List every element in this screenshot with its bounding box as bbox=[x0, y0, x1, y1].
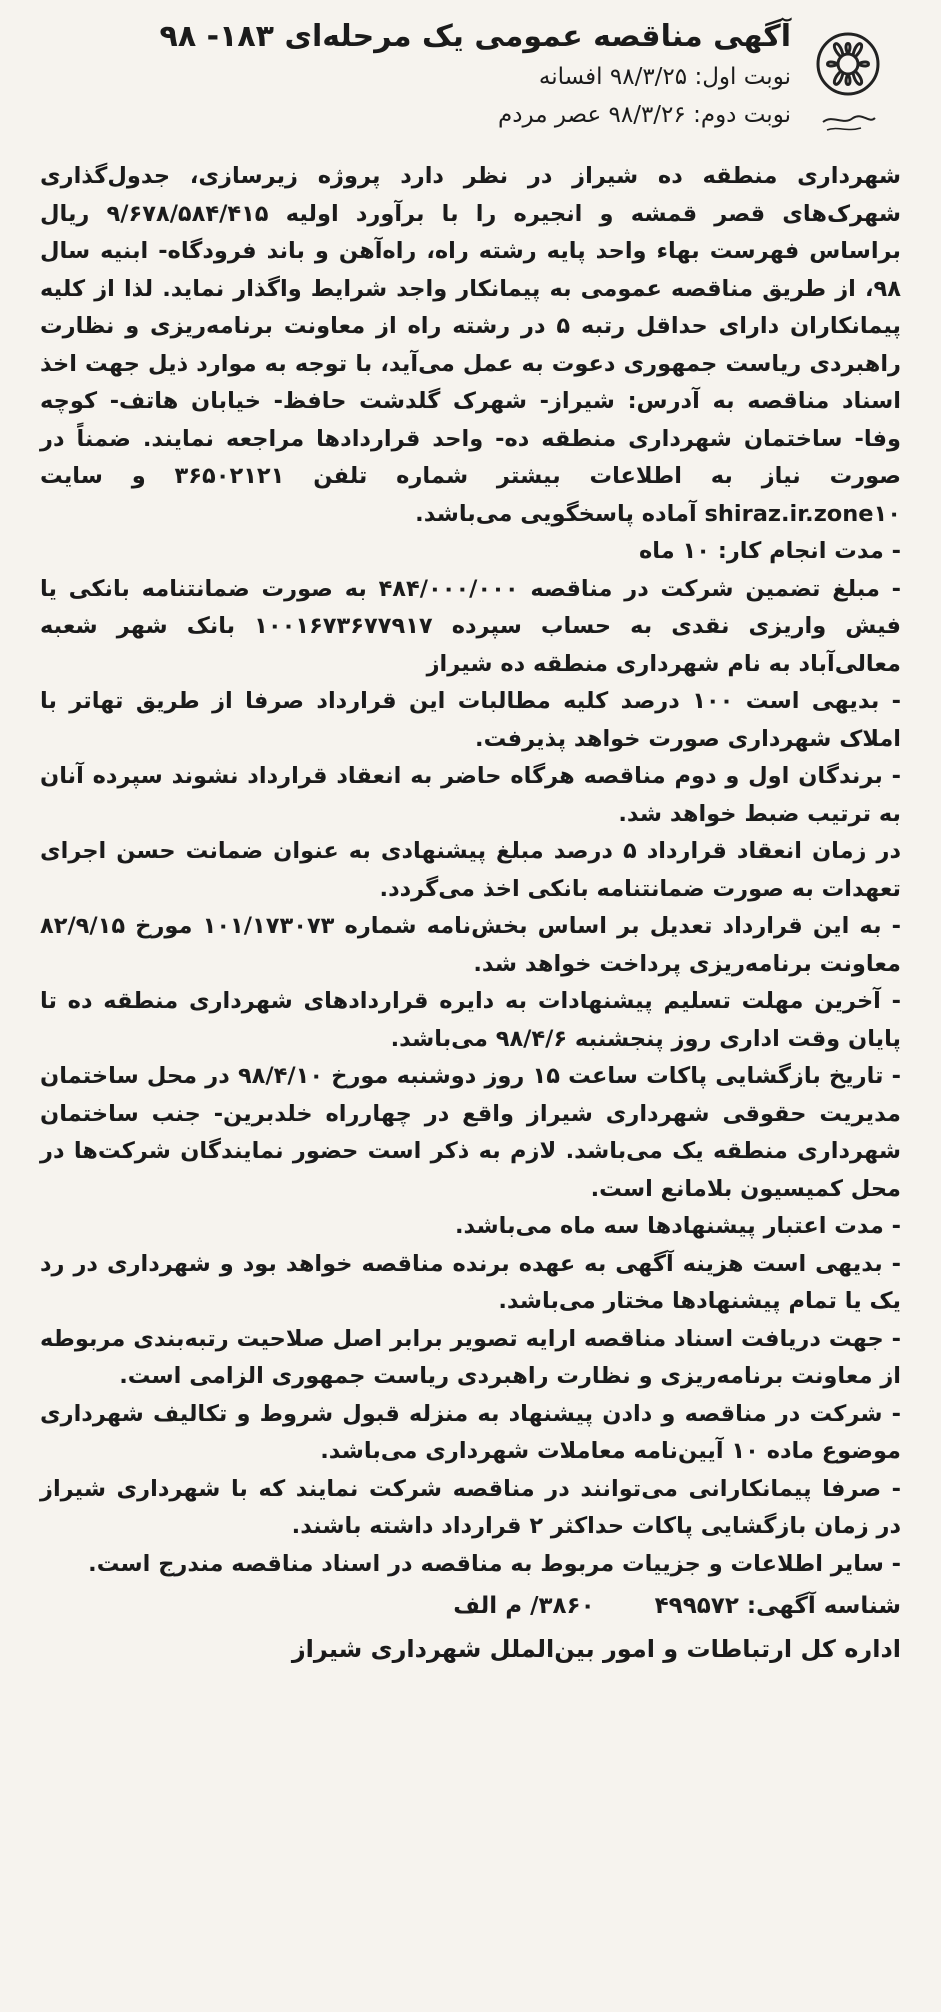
condition-item-12: - شرکت در مناقصه و دادن پیشنهاد به منزله قبول شروط و تکالیف شهرداری موضوع ماده ۱۰ آیین‌نامه معاملات شهرداری می‌باشد. bbox=[40, 1400, 901, 1464]
ad-code: ۳۸۶۰/ م الف bbox=[453, 1593, 595, 1619]
condition-item-4: - برندگان اول و دوم مناقصه هرگاه حاضر به انعقاد قرارداد نشوند سپرده آنان به ترتیب ضبط خواهد شد. bbox=[40, 763, 901, 827]
condition-item-3: - بدیهی است ۱۰۰ درصد کلیه مطالبات این قرارداد صرفا از طریق تهاتر با املاک شهرداری صورت خواهد پذیرفت. bbox=[40, 688, 901, 752]
header-text bbox=[40, 16, 791, 134]
condition-item-2: - مبلغ تضمین شرکت در مناقصه ۴۸۴/۰۰۰/۰۰۰ به صورت ضمانتنامه بانکی یا فیش واریزی نقدی به حساب سپرده ۱۰۰۱۶۷۳۶۷۷۹۱۷ بانک شهر شعبه معالی‌آباد به نام شهرداری منطقه ده شیراز bbox=[40, 575, 901, 677]
condition-item-6: - به این قرارداد تعدیل بر اساس بخش‌نامه شماره ۱۰۱/۱۷۳۰۷۳ مورخ ۸۲/۹/۱۵ معاونت برنامه‌ریزی پرداخت خواهد شد. bbox=[40, 913, 901, 977]
intro-paragraph: شهرداری منطقه ده شیراز در نظر دارد پروژه زیرسازی، جدول‌گذاری شهرک‌های قصر قمشه و انجیره را با برآورد اولیه ۹/۶۷۸/۵۸۴/۴۱۵ ریال براساس فهرست بهاء واحد پایه رشته راه، راه‌آهن و باند فرودگاه- ابنیه سال ۹۸، از طریق مناقصه عمومی به پیمانکار واجد شرایط واگذار نماید. لذا از کلیه پیمانکاران دارای حداقل رتبه ۵ در رشته راه از معاونت برنامه‌ریزی و نظارت راهبردی ریاست جمهوری دعوت به عمل می‌آید، با توجه به موارد ذیل جهت اخذ اسناد مناقصه به آدرس: شیراز- شهرک گلدشت حافظ- خیابان هاتف- کوچه وفا- ساختمان شهرداری منطقه ده- واحد قراردادها مراجعه نمایند. ضمناً در صورت نیاز به اطلاعات بیشتر شماره تلفن ۳۶۵۰۲۱۲۱ و سایت shiraz.ir.zone۱۰ آماده پاسخگویی می‌باشد. bbox=[40, 163, 901, 527]
condition-item-10: - بدیهی است هزینه آگهی به عهده برنده مناقصه خواهد بود و شهرداری در رد یک یا تمام پیشنهادها مختار می‌باشد. bbox=[40, 1250, 901, 1314]
issuing-organization: اداره کل ارتباطات و امور بین‌الملل شهرداری شیراز bbox=[291, 1635, 901, 1663]
second-round-line: نوبت دوم: ۹۸/۳/۲۶ عصر مردم bbox=[498, 102, 791, 128]
notice-title: آگهی مناقصه عمومی یک مرحله‌ای ۱۸۳- ۹۸ bbox=[159, 19, 791, 54]
notice-header bbox=[40, 16, 901, 156]
first-round-line: نوبت اول: ۹۸/۳/۲۵ افسانه bbox=[538, 64, 791, 90]
condition-item-5: در زمان انعقاد قرارداد ۵ درصد مبلغ پیشنهادی به عنوان ضمانت حسن اجرای تعهدات به صورت ضمانتنامه بانکی اخذ می‌گردد. bbox=[40, 838, 901, 902]
ad-id-line bbox=[40, 1587, 901, 1625]
condition-item-11: - جهت دریافت اسناد مناقصه ارایه تصویر برابر اصل صلاحیت رتبه‌بندی مربوطه از معاونت برنامه‌ریزی و نظارت راهبردی ریاست جمهوری الزامی است. bbox=[40, 1325, 901, 1389]
condition-item-9: - مدت اعتبار پیشنهادها سه ماه می‌باشد. bbox=[454, 1213, 901, 1239]
condition-item-1: - مدت انجام کار: ۱۰ ماه bbox=[639, 538, 901, 564]
ad-id: شناسه آگهی: ۴۹۹۵۷۲ bbox=[654, 1593, 901, 1619]
condition-item-14: - سایر اطلاعات و جزییات مربوط به مناقصه در اسناد مناقصه مندرج است. bbox=[88, 1550, 901, 1577]
condition-item-13: - صرفا پیمانکارانی می‌توانند در مناقصه شرکت نمایند که با شهرداری شیراز در زمان بازگشایی پاکات حداکثر ۲ قرارداد داشته باشند. bbox=[40, 1475, 901, 1539]
shiraz-municipality-logo-icon bbox=[803, 22, 893, 142]
condition-item-7: - آخرین مهلت تسلیم پیشنهادات به دایره قراردادهای شهرداری منطقه ده تا پایان وقت اداری روز پنجشنبه ۹۸/۴/۶ می‌باشد. bbox=[40, 988, 901, 1052]
condition-item-8: - تاریخ بازگشایی پاکات ساعت ۱۵ روز دوشنبه مورخ ۹۸/۴/۱۰ در محل ساختمان مدیریت حقوقی شهرداری شیراز واقع در چهارراه خلدبرین- جنب ساختمان شهرداری منطقه یک می‌باشد. لازم به ذکر است حضور نمایندگان شرکت‌ها در محل کمیسیون بلامانع است. bbox=[40, 1063, 901, 1202]
